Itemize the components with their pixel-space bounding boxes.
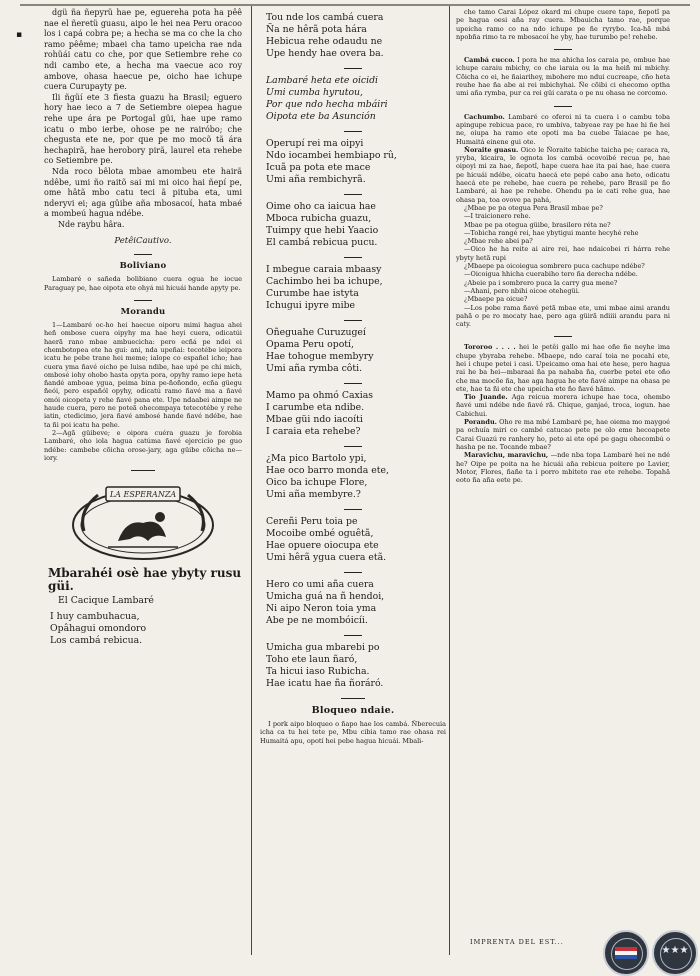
printer-footer: IMPRENTA DEL EST... — [470, 938, 564, 946]
verse-line: Curumbe hae istyta — [266, 288, 359, 299]
verse-line: Mocoibe ombé oguêtã, — [266, 528, 374, 539]
article-paragraph: dgü ña ñepyrü hae pe, eguereha pota ha pêê nae el ñeretü guasu, aipo le hei nea Peru oracoo los i capá cobra pe; a hecha se ma co che la cho ramo pêême; mbaei cha tamo upeicha rae nda rohüái catu co che, por que Setiembre rehe co ndi cambo ete, a hecha ma vaecue aco roy ambove, ohasa haecue pe, oicho hae ichupe cuera Curupayty pe. — [44, 8, 242, 92]
section-heading-bloqueo: Bloqueo ndaie. — [311, 705, 395, 716]
verse-line: I carumbe eta ndibe. — [266, 402, 365, 413]
verse-line: Hae tohogue membyry — [266, 351, 374, 362]
poem-stanza — [266, 138, 446, 186]
section-text: 2—Agã güibeve; e oipora cuéra guazu je forobia Lambaré, oho iola hagua catúma ñavé ejercicio pe guo ndébe: cambebe cõicha orose-jary, aga güibe cõicha ne—iory. — [44, 428, 242, 462]
verse-line: Umicha guá na ñ hendoi, — [266, 591, 385, 602]
poem-stanza — [266, 12, 446, 60]
verse-line: Upe hendy hae overa ba. — [266, 48, 384, 59]
section-text: Lambaré co oferoi ni ta cuera i o cambu toba apingupe rebicua pace, ro umbiva, tabyeae ray pe hae hi ñe hei ne, oiupa ha ramo ete opoti ma ba cuebe Taiacae pe hae, Humaitá einene gui ote. — [456, 112, 670, 146]
closing-line: Nde raybu hâra. — [58, 219, 125, 229]
poem-stanza — [266, 579, 446, 627]
dialog-line: —Los pobe rama ñavé petã mbae ete, umi mbae aimi arandu pahã o pe ro mocaty hae, pero aga güirã ndiiii arandu para ni caty. — [456, 303, 670, 329]
poem-stanza — [266, 453, 446, 501]
section-divider — [134, 300, 152, 301]
section-divider — [554, 336, 572, 337]
verse-line: El cambá rebicua pucu. — [266, 237, 378, 248]
article-section — [456, 56, 670, 97]
verse-line: Umi aña rembichyrã. — [266, 174, 366, 185]
wreath-emblem-icon — [68, 481, 218, 561]
verse-line: Oime oho ca iaicua hae — [266, 201, 376, 212]
section-text: Aga reicua morera ichupe hae toca, ohembo ñavé umi ndébe nde ñavé rã. Chique, ganjaé, troca, iogun. hae Cabichui. — [456, 393, 670, 418]
column-3 — [456, 8, 670, 484]
verse-line: I mbegue caraia mbaasy — [266, 264, 382, 275]
verse-line: Ichugui ipyre mibe — [266, 300, 356, 311]
verse-line: Umi hêrã ygua cuera etã. — [266, 552, 387, 563]
dialog-line: —Tobicha rangé rei, hae ybytigui mante hecyhé rehe — [464, 228, 639, 237]
stanza-divider — [344, 257, 362, 258]
verse-line: Lambaré heta ete oicidi — [266, 75, 379, 86]
article-section — [456, 451, 670, 484]
dialog-line: ¿Abeie pa i sombrero puca la carry gua mene? — [464, 278, 618, 287]
section-heading-boliviano: Boliviano — [119, 261, 167, 272]
verse-line: Umicha gua mbarebi po — [266, 642, 380, 653]
column-rule-1 — [251, 6, 252, 955]
margin-mark: ▪ — [16, 30, 23, 40]
section-heading: Ñoraite guasu. — [464, 145, 519, 154]
verse-line: Los cambá rebicua. — [50, 634, 143, 646]
verse-line: Operupí rei ma oipyi — [266, 138, 364, 149]
stanza-divider — [344, 320, 362, 321]
stanza-divider — [344, 509, 362, 510]
dialog-line: ¿Mbaepe pa oicoiegua sombrero puca cachupe ndébe? — [464, 262, 645, 271]
article-paragraph: Nda roco bêlota mbae amombeu ete hairã ndêbe, umi ño raitõ sai mi mi oico hai ñepí pe, ome hâtã mbo catu teci ã pituba eta, umi nderyvi ei; aga gûibe aña mbosacoí, hata mbaé a mombeú hagua ndébe. — [44, 166, 242, 219]
verse-line: Cereñi Peru toia pe — [266, 516, 358, 527]
article-section — [456, 146, 670, 204]
section-divider — [554, 49, 572, 50]
dialog-line: —Ahani, pero nbihi oicoe otehegüi. — [464, 286, 580, 295]
section-text: I pora he ma ahicha los caraia pe, ombue hae ichupe caraiu mbichy, co che iaraia ou la ma heiñ mi mbichy. Cõicha co ei, he ñaiarihey, mbohere mo ndui cucreape, cño heta reuhe hae ña abe ai rei mbichyhai. Ñe cõibi ci ehecomo optha umi aña rymba, pur ca rei güi carata o pe nu ohasa ne corcomo. — [456, 56, 670, 98]
stars-icon: ★★★ — [661, 945, 689, 956]
verse-line: Tou nde los cambá cuera — [266, 12, 384, 23]
verse-line: Oipota ete ba Asunción — [266, 111, 376, 122]
section-heading: Tororoo . . . . — [464, 343, 516, 352]
verse-line: Hae icatu hae ña ñoráró. — [266, 678, 384, 689]
dialog-line: —Oicoigua hhicha cuerabiho tero ña derecha ndébe. — [464, 270, 638, 279]
verse-line: Hero co umi aña cuera — [266, 579, 374, 590]
poem-stanza — [266, 642, 446, 690]
verse-line: Opama Peru opotí, — [266, 339, 354, 350]
verse-line: Mbae güi ndo iacoíti — [266, 414, 363, 425]
dialog-line: ¿Mbae rehe abei pa? — [464, 237, 533, 246]
verse-line: Hae oco barro monda ete, — [266, 465, 389, 476]
poem-stanza — [50, 611, 242, 647]
flag-seal-icon — [603, 930, 649, 976]
verse-line: Tuimpy que hebi Yaacio — [266, 225, 379, 236]
stanza-divider — [344, 635, 362, 636]
verse-line: Umi cumba hyrutou, — [266, 87, 363, 98]
section-divider — [341, 698, 365, 699]
verse-line: Cachimbo hei ba ichupe, — [266, 276, 383, 287]
flag-icon — [615, 947, 637, 959]
stanza-divider — [344, 572, 362, 573]
verse-line: Ndo iocambei hembiapo rû, — [266, 150, 397, 161]
section-text: hei le petêi gallo mi hae oñe ñe neyhe ima chupe ybyraba rehebe. Mbaepe, ndo caraí toia ne pocahi ete, hei i chupe petei i casi. Upeicamo oma hai ete hese, pero hagua rai he ba hei—mbaraai ña pa nahaba ña, cuerbe petei ete oño che ma mocõe ña, hae aga hagua he ete ñavé aimpe na ohasa pe ete, hae ta ñi ete che upeicha ete ño ñavé hãmo. — [456, 343, 670, 393]
article-section — [456, 393, 670, 418]
poem-subtitle: El Cacique Lambaré — [58, 595, 154, 607]
section-heading: Cachumbo. — [464, 112, 505, 121]
dialog-line: —Oico he ha reite ai aire rei, hae ndaicobei ri hárra rehe ybyty hetã rupi — [456, 245, 670, 262]
verse-line: Hebicua rehe odaudu ne — [266, 36, 383, 47]
section-text: I pork aipo bloqueo o ñapo hae los cambá. Ñberecuia icha ca tu hei tete pe, Mbu cibia tamo rae ohasa rei Humaitá apu, opotí hei pebe hagua hicuái. Mbali- — [260, 720, 446, 745]
stanza-divider — [344, 446, 362, 447]
section-divider — [554, 106, 572, 107]
signature: PetêiCautivo. — [114, 236, 172, 247]
article-section — [456, 343, 670, 393]
verse-line: Umi aña rymba côti. — [266, 363, 363, 374]
verse-line: Ta hicui iaso Rubicha. — [266, 666, 370, 677]
verse-line: Abe pe ne mombóicíi. — [266, 615, 368, 626]
verse-line: Ni aipo Neron toia yma — [266, 603, 377, 614]
section-heading: Cambá cucco. — [464, 56, 515, 65]
article-paragraph: che tamo Carai López okard mi chupe cuere tape, ñepotî pa pe hagua oesi aña ray cuera. Mbauicha tamo rae, porque upeicha ramo co na ndo ichupe pe ñe ryrybo. Ica-hã mbá npobña rimo ta re mbosacoí he yby, hae turumbo pe! rehebe. — [456, 8, 670, 41]
column-2 — [260, 8, 446, 745]
dialog-line: —I traicionero rehe. — [464, 212, 531, 221]
verse-line: Mamo pa ohmó Caxias — [266, 390, 374, 401]
column-rule-2 — [449, 6, 450, 955]
verse-line: Oico ba ichupe Flore, — [266, 477, 368, 488]
article-section — [456, 113, 670, 146]
verse-line: Oñeguahe Curuzugeí — [266, 327, 366, 338]
poem-stanza — [266, 201, 446, 249]
verse-line: Toho ete laun ñaró, — [266, 654, 358, 665]
stanza-divider — [344, 383, 362, 384]
stanza-divider — [344, 194, 362, 195]
verse-line: Mboca rubicha guazu, — [266, 213, 372, 224]
verse-line: ¿Ma pico Bartolo ypi, — [266, 453, 367, 464]
dialog-line: Mbae pe pa otegua güibe, brasilero réta ne? — [464, 220, 611, 229]
dialog-line: ¿Mbaepe pa oicue? — [464, 295, 528, 304]
verse-line: Ña ne hêrã pota hára — [266, 24, 367, 35]
page-top-edge — [20, 4, 690, 6]
poem-title: Mbarahéi osè hae ybyty rusu güi. — [48, 566, 242, 594]
verse-line: I caraia eta rehebe? — [266, 426, 361, 437]
verse-line: Umi aña membyre.? — [266, 489, 361, 500]
section-divider — [131, 470, 155, 471]
verse-line: Icuã pa pota ete mace — [266, 162, 371, 173]
section-heading: Maravichu, maravichu, — [464, 451, 549, 460]
poem-stanza — [266, 516, 446, 564]
dialog-line: ¿Mbae pe pa otegua Pera Brasil mbae pe? — [464, 203, 603, 212]
section-text: —nde nba topa Lambaré hei ne ndé he? Oipe pe poita na he hicuái aña rebicua poitere po Lavier, Motor, Flores, ñañe ta i porro mbiteto rae ete rehebe. Topahã eoto ña aña eete pe. — [456, 451, 670, 485]
poem-stanza — [266, 327, 446, 375]
column-1 — [44, 8, 242, 653]
verse-line: I huy cambuhacua, — [50, 610, 140, 622]
section-text: Oho re ma mbé Lambaré pe, hae oiema mo maygoé pa ochuía miri co cambé catucao pete pe olo eme hecoapete Carai Guazú re ranhery ho, peto ai ete opé pe gagu ohecombú o hasha pe ne. Tocande mbae? — [456, 418, 670, 451]
stars-seal-icon — [652, 930, 698, 976]
verse-line: Por que ndo hecha mbáiri — [266, 99, 388, 110]
section-text: Lambaré o sañeda bolibiano cuera ogua he iocue Paraguay pe, hae oipota ete ohyá mi hicuái hande apyty pe. — [44, 275, 242, 292]
section-text: Oico le Ñoraite tabiche taicha pe; caraca ra, yryba, kicaira, le ognota los cambá ocovoibé recua pe, hae oipoyi mi za hae, ñepotî, hape cuera hae ita pai hae, hae cuera pe hicuái ndébe, oicatu haecá ete pepé cabo ana heto, odicatu haecá ete pe rehebe, hae cuera pe rehebe, paro Brasil pe ño Lambaré, ai hae pe rehebe. Ohendu pa ie cati rehe gua, hae ohasa pa, toa ovove pa pahá, — [456, 145, 670, 204]
poem-stanza — [266, 390, 446, 438]
emblem-text: LA ESPERANZA — [109, 490, 177, 500]
section-divider — [134, 254, 152, 255]
verse-line: Hae opuere oiocupa ete — [266, 540, 379, 551]
stanza-divider — [344, 68, 362, 69]
section-heading-morandu: Morandu — [120, 307, 166, 318]
verse-line: Opâhagui omondoro — [50, 622, 147, 634]
article-section — [456, 418, 670, 451]
section-heading: Porandu. — [464, 418, 497, 427]
poem-stanza — [266, 75, 446, 123]
article-paragraph: Ili ñgüí ete 3 fiesta guazu ha Brasil; eguero hory hae ieco a 7 de Setiembre oiepea hague rehe upe ára pe Portogal güi, hae upe ramo icatu o mbo ierbe, ohose pe ne rairóbo; che chegusta ete ne, por que pe mo mocõ tã ára hechapirã, hae herobory pirã, laurel eta rehebe co Setiembre pe. — [44, 92, 242, 166]
section-text: 1—Lambaré oc-ho hei haecue oiporu mimi hagua ahei heñ ombose cuera oipyhy ma hae heyi cuera, odicatúi haerã rano mbae ambuecicha: pero ecñá pe ndei ei chembotopea ete ha gui: ani, nda upeñai: tecotébe ieipora icatu he pebe trane hei meme; ialope co españel icho; hae cuera yma ñavé oicho pe luisa ndibe, hae upé pe chi mich, ombosé iohy ohobo hasta opyta pora, opyhy ramo iepe heta ñandé amboae ygua, peima bina pe-ñoñondo, ecña güegu ñeói, pero españól opyhy, odicatú ramo ñavé ma a ñavé omói oicopeta y rehe ñavé pana ete. Upe ndaabei aimpe ne haude cuera, pero ne poteã ohecompaya tetecotébe y rehe iatin, ctedicimo, jera ñavé ambosé hande ñavé ndébe, hae ta ñi poi icatu ha pehe. — [44, 321, 242, 429]
stanza-divider — [344, 131, 362, 132]
poem-stanza — [266, 264, 446, 312]
section-heading: Tio Juande. — [464, 393, 508, 402]
